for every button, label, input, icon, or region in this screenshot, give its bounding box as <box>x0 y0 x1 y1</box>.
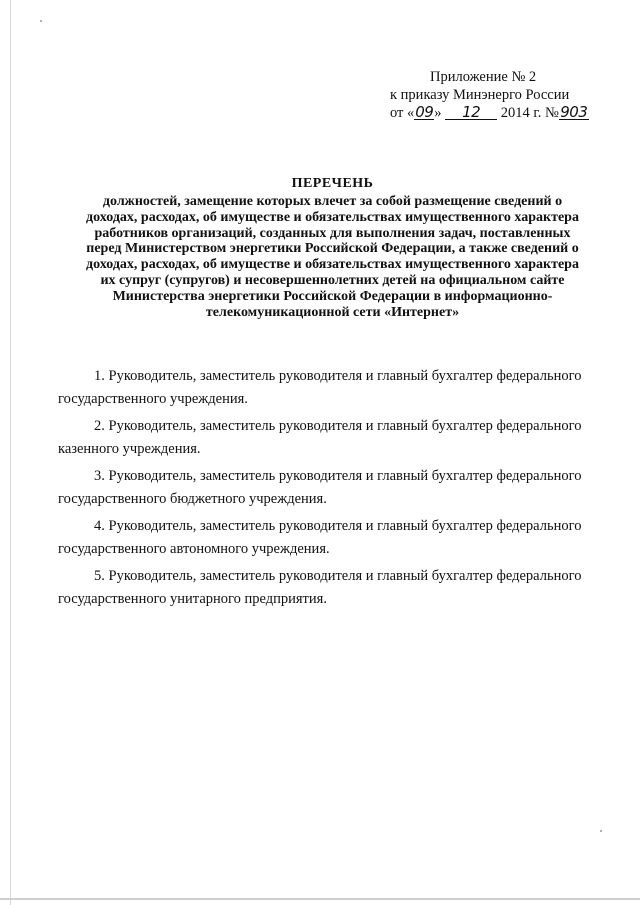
subtitle-line: Министерства энергетики Российской Федерации в информационно- <box>112 288 553 304</box>
list-item-line2: государственного автономного учреждения. <box>58 541 330 557</box>
document-title: ПЕРЕЧЕНЬ <box>291 176 374 191</box>
list-item <box>0 368 640 416</box>
list-item <box>0 418 640 466</box>
list-item-line1: 1. Руководитель, заместитель руководителя и главный бухгалтер федерального <box>94 368 582 384</box>
appendix-order-ref: к приказу Минэнерго России <box>390 87 570 103</box>
scan-speck <box>600 830 602 832</box>
date-prefix: от <box>390 105 404 121</box>
list-item-line2: государственного унитарного предприятия. <box>58 591 327 607</box>
date-day: «09» <box>407 103 442 121</box>
list-item <box>0 568 640 616</box>
list-item-line1: 4. Руководитель, заместитель руководителя и главный бухгалтер федерального <box>94 518 582 534</box>
date-month-value: 12 <box>445 105 497 120</box>
subtitle-line: доходах, расходах, об имуществе и обязательствах имущественного характера <box>86 257 579 273</box>
subtitle-line: доходах, расходах, об имуществе и обязательствах имущественного характера <box>86 209 579 225</box>
appendix-number: Приложение № 2 <box>430 69 537 85</box>
document-subtitle <box>40 194 625 320</box>
list-item-line2: государственного учреждения. <box>58 391 248 407</box>
list-item <box>0 518 640 566</box>
list-item <box>0 468 640 516</box>
date-day-value: 09 <box>415 103 434 121</box>
scan-edge-bottom <box>0 898 640 900</box>
appendix-date-line <box>390 104 589 122</box>
scan-speck <box>40 20 42 22</box>
list-item-line2: казенного учреждения. <box>58 441 201 457</box>
subtitle-line: должностей, замещение которых влечет за собой размещение сведений о <box>102 194 563 209</box>
subtitle-line: перед Министерством энергетики Российской Федерации, а также сведений о <box>86 241 579 257</box>
subtitle-line: их супруг (супругов) и несовершеннолетних детей на официальном сайте <box>100 272 565 288</box>
list-item-line1: 3. Руководитель, заместитель руководителя и главный бухгалтер федерального <box>94 468 582 484</box>
order-number-value: 903 <box>560 103 588 121</box>
list-item-line1: 2. Руководитель, заместитель руководителя и главный бухгалтер федерального <box>94 418 582 434</box>
list-item-line2: государственного бюджетного учреждения. <box>58 491 327 507</box>
subtitle-line: работников организаций, созданных для выполнения задач, поставленных <box>94 225 571 241</box>
date-year: 2014 г. № <box>500 105 559 121</box>
subtitle-line: телекомуникационной сети «Интернет» <box>205 304 460 320</box>
list-item-line1: 5. Руководитель, заместитель руководителя и главный бухгалтер федерального <box>94 568 582 584</box>
